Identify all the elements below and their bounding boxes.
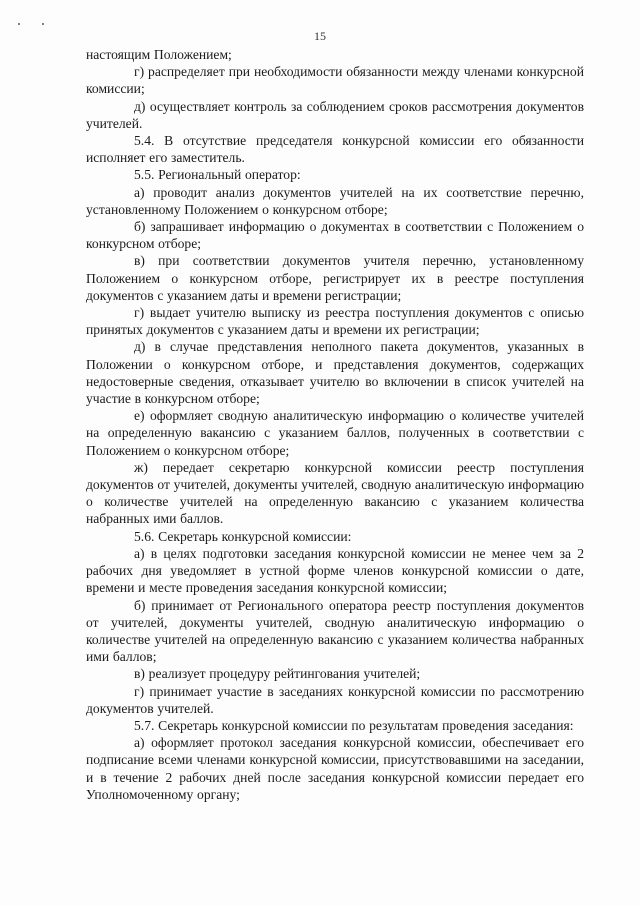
paragraph: а) в целях подготовки заседания конкурсной комиссии не менее чем за 2 рабочих дня уведомляет в устной форме членов конкурсной комиссии о дате, времени и месте проведения заседания конкурсной комиссии;	[86, 545, 584, 596]
paragraph: 5.5. Региональный оператор:	[134, 167, 301, 183]
paragraph: а) оформляет протокол заседания конкурсной комиссии, обеспечивает его подписание всеми членами конкурсной комиссии, присутствовавшими на заседании, и в течение 2 рабочих дней после заседания конкурсной комиссии передает его Уполномоченному органу;	[86, 735, 584, 802]
paragraph: 5.4. В отсутствие председателя конкурсной комиссии его обязанности исполняет его заместитель.	[86, 133, 584, 166]
paragraph: б) запрашивает информацию о документах в соответствии с Положением о конкурсном отборе;	[86, 219, 584, 252]
paragraph: в) реализует процедуру рейтингования учителей;	[134, 666, 421, 682]
paragraph: 5.6. Секретарь конкурсной комиссии:	[134, 528, 352, 544]
paragraph: г) распределяет при необходимости обязанности между членами конкурсной комиссии;	[86, 64, 584, 97]
paragraph: д) осуществляет контроль за соблюдением сроков рассмотрения документов учителей.	[86, 98, 584, 131]
body-text	[86, 46, 584, 803]
paragraph: б) принимает от Регионального оператора реестр поступления документов от учителей, документы учителей, сводную аналитическую информацию о количестве учителей на определенную вакансию с указанием количества набранных ими баллов;	[86, 597, 584, 665]
paragraph: д) в случае представления неполного пакета документов, указанных в Положении о конкурсном отборе, и представления документов, содержащих недостоверные сведения, отказывает учителю во включении в список учителей на участие в конкурсном отборе;	[86, 339, 584, 407]
paragraph: е) оформляет сводную аналитическую информацию о количестве учителей на определенную вакансию с указанием баллов, полученных в соответствии с Положением о конкурсном отборе;	[86, 408, 584, 458]
page-number: 15	[314, 29, 326, 43]
paragraph: а) проводит анализ документов учителей на их соответствие перечню, установленному Положением о конкурсном отборе;	[86, 184, 584, 217]
paragraph: настоящим Положением;	[86, 47, 232, 62]
paragraph: г) выдает учителю выписку из реестра поступления документов с описью принятых документов с указанием даты и времени их регистрации;	[86, 305, 584, 338]
paragraph: 5.7. Секретарь конкурсной комиссии по результатам проведения заседания:	[134, 717, 574, 733]
paragraph: ж) передает секретарю конкурсной комиссии реестр поступления документов от учителей, документы учителей, сводную аналитическую информацию о количестве учителей на определенную вакансию с указанием количества набранных ими баллов.	[86, 459, 584, 527]
paragraph: в) при соответствии документов учителя перечню, установленному Положением о конкурсном отборе, регистрирует их в реестре поступления документов с указанием даты и времени регистрации;	[86, 253, 584, 303]
scan-speck	[42, 23, 44, 25]
paragraph: г) принимает участие в заседаниях конкурсной комиссии по рассмотрению документов учителей.	[86, 683, 584, 716]
scan-speck	[18, 23, 20, 25]
